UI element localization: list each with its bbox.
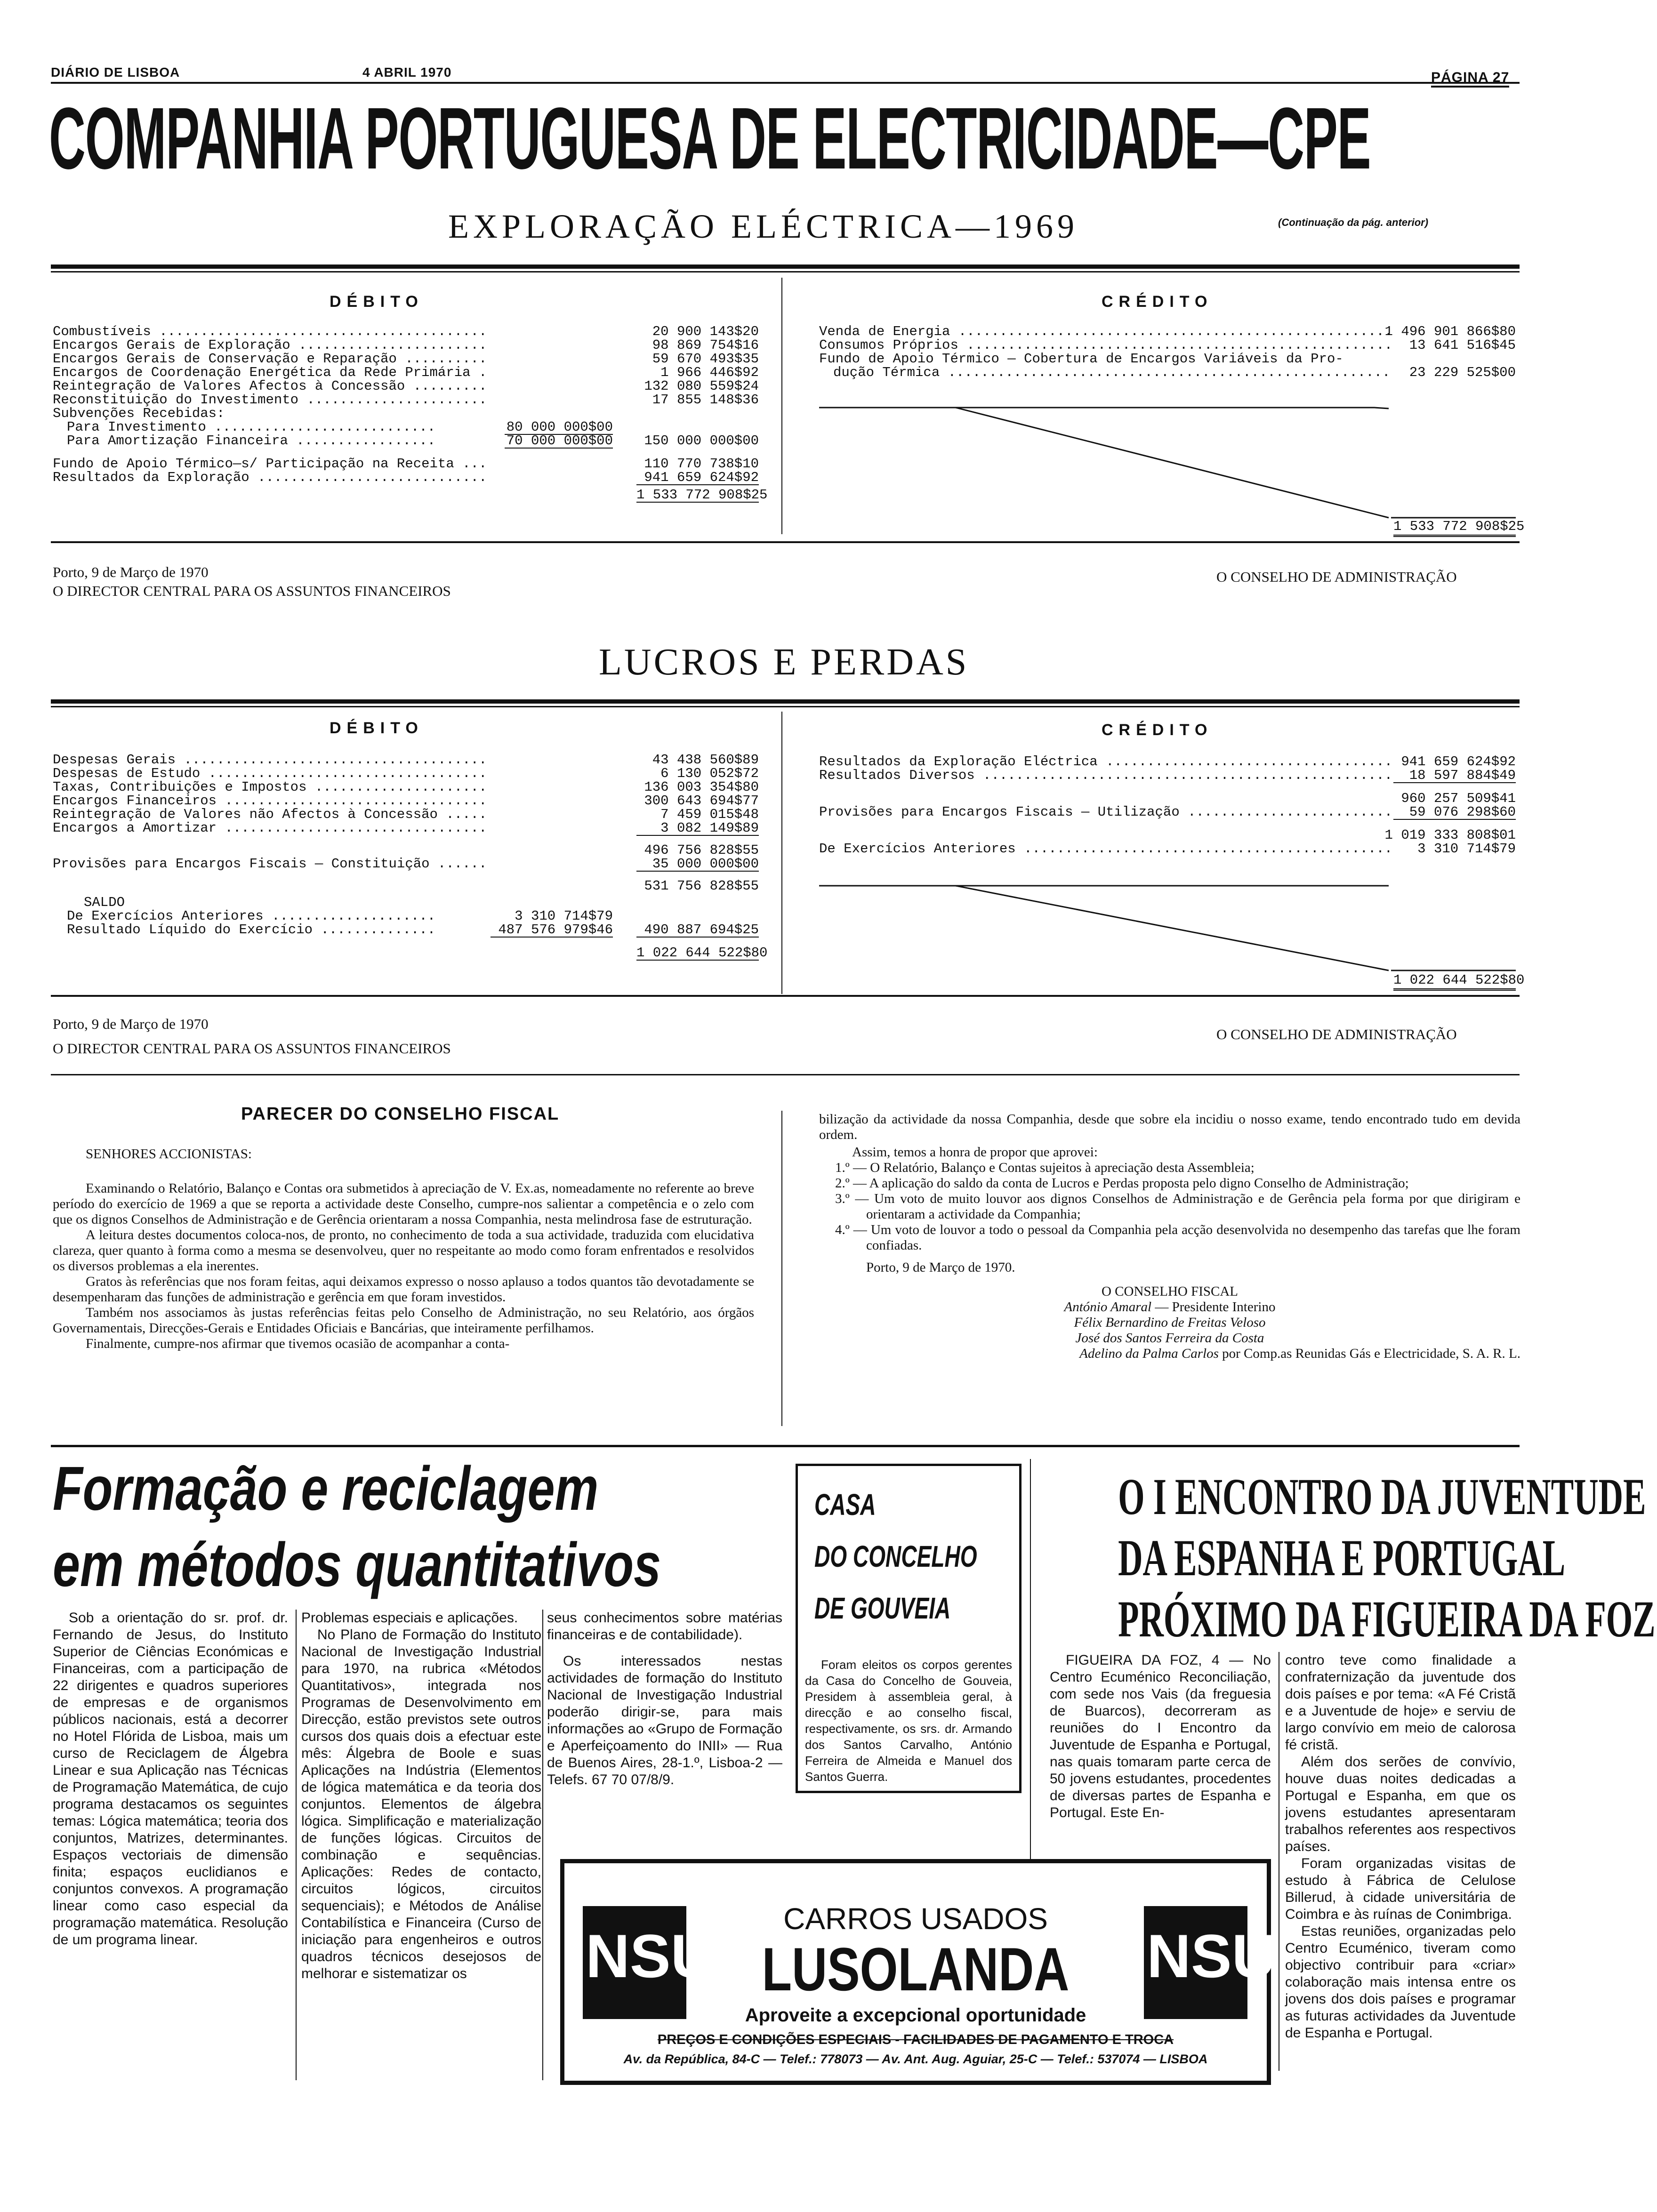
nsu-logo-left: NSU — [583, 1906, 686, 2019]
row-label: Encargos a Amortizar ..... — [53, 821, 486, 835]
row-amount: 6 130 052$72 — [660, 766, 759, 781]
row-amount: 7 459 015$48 — [660, 807, 759, 822]
ledger-row — [819, 792, 1516, 805]
row-amount: 941 659 624$92 — [1401, 754, 1516, 769]
row-label: Combustíveis ..... — [53, 325, 486, 338]
ledger-row — [819, 352, 1516, 366]
parecer-title: PARECER DO CONSELHO FISCAL — [241, 1104, 560, 1124]
subtotal: 531 756 828$55 — [644, 878, 759, 894]
ad-tagline: Aproveite a excepcional oportunidade — [745, 2005, 1086, 2026]
ledger-row — [53, 857, 759, 871]
table-top-rule — [51, 699, 1520, 704]
parecer-left-column — [53, 1146, 754, 1352]
casa-headline-2: DO CONCELHO — [814, 1539, 977, 1573]
row-label: Resultados da Exploração Eléctrica ..... — [819, 755, 1393, 769]
row-label: Reintegração de Valores Afectos à Concessão ..... — [53, 379, 486, 393]
row-amount: 18 597 884$49 — [1393, 769, 1516, 783]
row-label: Fundo de Apoio Térmico — Cobertura de Encargos Variáveis da Pro- — [819, 351, 1343, 367]
section-rule — [51, 1074, 1520, 1075]
row-label: Fundo de Apoio Térmico—s/ Participação na Receita ..... — [53, 457, 486, 471]
paragraph: contro teve como finalidade a confraternização da juventude dos dois países e por tema: «A Fé Cristã e a Juventude de hoje» e serviu de largo convívio em meio de calorosa fé cristã. — [1285, 1652, 1516, 1753]
paragraph: A leitura destes documentos coloca-nos, de pronto, no conhecimento de toda a sua actividade, traduzida com elucidativa clareza, quer quanto à forma como a mesma se desenvolveu, quer no respeitante ao modo como foram enfrentados e resolvidos os diversos problemas a ela inerentes. — [53, 1227, 754, 1274]
paragraph: Gratos às referências que nos foram feitas, aqui deixamos expresso o nosso aplauso a todos quantos tão devotadamente se desempenharam das funções de administração e gerência em que foram investidos. — [53, 1274, 754, 1305]
column-divider — [781, 278, 782, 534]
signoff: O CONSELHO FISCAL — [1101, 1284, 1239, 1299]
ledger-row — [819, 828, 1516, 842]
row-label: Encargos Gerais de Exploração ..... — [53, 338, 486, 352]
director-signature: O DIRECTOR CENTRAL PARA OS ASSUNTOS FINANCEIROS — [53, 1040, 451, 1057]
row-amount: 20 900 143$20 — [652, 324, 759, 339]
signature-line — [819, 1299, 1520, 1315]
list-item: 2.º — A aplicação do saldo da conta de Lucros e Perdas proposta pelo digno Conselho de Administração; — [835, 1176, 1409, 1191]
row-label: Despesas de Estudo ..... — [53, 767, 486, 780]
row-label: Resultado Líquido do Exercício ..... — [53, 923, 439, 937]
ad-brand: LUSOLANDA — [762, 1935, 1070, 2004]
formacao-col-3 — [547, 1610, 782, 1788]
row-amount: 59 076 298$60 — [1393, 805, 1516, 820]
credit-total: 1 022 644 522$80 — [1393, 972, 1525, 988]
ledger-row — [53, 767, 759, 780]
row-label: Resultados da Exploração ..... — [53, 471, 486, 484]
credit-heading: CRÉDITO — [1102, 293, 1213, 311]
place-date: Porto, 9 de Março de 1970 — [53, 1016, 209, 1032]
row-label: Para Amortização Financeira ..... — [53, 434, 439, 448]
ledger-row — [53, 821, 759, 835]
row-label: Provisões para Encargos Fiscais — Constituição ..... — [53, 857, 486, 871]
page-number: PÁGINA 27 — [1431, 70, 1509, 88]
casa-text — [805, 1657, 1012, 1785]
row-subamount: 487 576 979$46 — [491, 923, 613, 938]
paragraph: Foram eleitos os corpos gerentes da Casa do Concelho de Gouveia, Presidem à assembleia geral, à direcção e ao conselho fiscal, respectivamente, os srs. dr. Armando dos Santos Carvalho, António Ferreira de Almeida e Manuel dos Santos Guerra. — [805, 1658, 1012, 1784]
list-item: 1.º — O Relatório, Balanço e Contas sujeitos à apreciação desta Assembleia; — [835, 1160, 1255, 1175]
exploracao-debit — [53, 324, 768, 506]
row-label: Subvenções Recebidas: — [53, 406, 225, 421]
encontro-col-1 — [1050, 1652, 1271, 1821]
paragraph: Finalmente, cumpre-nos afirmar que tivemos ocasião de acompanhar a conta- — [86, 1336, 510, 1351]
ledger-total — [53, 945, 768, 964]
signatory-name: António Amaral — [1064, 1299, 1152, 1314]
table-top-rule-thin — [51, 706, 1520, 707]
signatory-role: por Comp.as Reunidas Gás e Electricidade, S. A. R. L. — [1222, 1346, 1520, 1361]
parecer-right-column — [819, 1112, 1520, 1362]
row-amount: 35 000 000$00 — [636, 857, 759, 872]
column-divider — [781, 712, 782, 994]
table-top-rule — [51, 264, 1520, 269]
subtotal: 960 257 509$41 — [1401, 791, 1516, 806]
paragraph: Os interessados nestas actividades de formação do Instituto Nacional de Investigação Industrial poderão dirigir-se, para mais informações ao «Grupo de Formação e Aperfeiçoamento do INII» — Rua de Buenos Aires, 28-1.º, Lisboa-2 — Telefs. 67 70 07/8/9. — [547, 1653, 782, 1787]
ledger-row — [53, 923, 759, 937]
row-amount: 59 670 493$35 — [652, 351, 759, 367]
salutation: SENHORES ACCIONISTAS: — [86, 1146, 252, 1162]
row-amount: 490 887 694$25 — [636, 923, 759, 938]
signatory-role: — Presidente Interino — [1155, 1299, 1276, 1314]
ledger-row — [53, 794, 759, 808]
section-title: LUCROS E PERDAS — [599, 641, 969, 683]
list-item: 4.º — Um voto de louvor a todo o pessoal da Companhia pela acção desenvolvida no desempenho das tarefas que lhe foram confiadas. — [835, 1222, 1520, 1253]
ad-terms: PREÇOS E CONDIÇÕES ESPECIAIS - FACILIDADES DE PAGAMENTO E TROCA — [657, 2032, 1174, 2047]
ledger-row — [819, 755, 1516, 769]
ledger-row — [53, 879, 759, 893]
total-underline — [1393, 988, 1516, 991]
ledger-row — [819, 805, 1516, 819]
row-amount: 150 000 000$00 — [644, 433, 759, 449]
row-label: Reintegração de Valores não Afectos à Concessão ..... — [53, 808, 486, 821]
paragraph: Examinando o Relatório, Balanço e Contas ora submetidos à apreciação de V. Ex.as, nomeadamente no referente ao breve período do exercício de 1969 a que se reporta a actividade deste Conselho, cumpre-nos salientar a competência e o zelo com que os dignos Conselhos de Administração e de Gerência orientaram a nossa Companhia, nesta melindrosa fase de estruturação. — [53, 1181, 754, 1227]
encontro-headline-3: PRÓXIMO DA FIGUEIRA DA FOZ — [1118, 1590, 1656, 1648]
paragraph: No Plano de Formação do Instituto Nacional de Investigação Industrial para 1970, na rubrica «Métodos Quantitativos», integrada nos Programas de Desenvolvimento em Direcção, estão previstos sete outros cursos dos quais dois a efectuar este mês: Álgebra de Boole e suas Aplicações na Indústria (Elementos de lógica matemática e da teoria dos conjuntos. Elementos de álgebra lógica. Simplificação e materialização de funções lógicas. Circuitos de combinação e sequências. Aplicações: Redes de contacto, circuitos lógicos, circuitos sequenciais); e Métodos de Análise Contabilística e Financeira (Curso de iniciação para engenheiros e outros quadros técnicos desejosos de melhorar e sistematizar os — [301, 1627, 541, 1981]
credit-total: 1 533 772 908$25 — [1393, 519, 1525, 534]
formacao-headline-1: Formação e reciclagem — [53, 1454, 599, 1523]
signatory-name: José dos Santos Ferreira da Costa — [1075, 1330, 1264, 1346]
ledger-row — [53, 420, 759, 434]
row-subamount: 80 000 000$00 — [505, 420, 613, 435]
ledger-row — [53, 366, 759, 379]
ledger-row — [53, 896, 759, 909]
row-label: Taxas, Contribuições e Impostos ..... — [53, 780, 486, 794]
lucros-credit — [819, 755, 1516, 856]
ledger-row — [53, 379, 759, 393]
paragraph: Foram organizadas visitas de estudo à Fábrica de Celulose Billerud, à cidade universitária de Coimbra e às ruínas de Conimbriga. — [1285, 1856, 1516, 1922]
lucros-debit — [53, 752, 768, 964]
list-item: 3.º — Um voto de muito louvor aos dignos Conselhos de Administração e de Gerência pela forma por que dirigiram e orientaram a actividade da Companhia; — [835, 1191, 1520, 1222]
column-divider — [296, 1610, 297, 2080]
debit-total: 1 022 644 522$80 — [636, 945, 768, 961]
row-amount: 3 082 149$89 — [636, 821, 759, 836]
section-rule — [51, 1445, 1520, 1447]
paragraph: FIGUEIRA DA FOZ, 4 — No Centro Ecuménico Reconciliação, com sede nos Vais (da freguesia de Buarcos), decorreram as reuniões do I Encontro da Juventude de Espanha e Portugal, nas quais tomaram parte cerca de 50 jovens estudantes, procedentes de diversas partes de Espanha e Portugal. Este En- — [1050, 1652, 1271, 1820]
encontro-col-2 — [1285, 1652, 1516, 2042]
ledger-row — [53, 780, 759, 794]
credit-heading: CRÉDITO — [1102, 721, 1213, 739]
ledger-row — [53, 808, 759, 821]
ledger-row — [819, 325, 1516, 338]
casa-headline-3: DE GOUVEIA — [814, 1591, 951, 1625]
table-bottom-rule — [51, 541, 1520, 543]
ledger-row — [53, 407, 759, 420]
director-signature: O DIRECTOR CENTRAL PARA OS ASSUNTOS FINANCEIROS — [53, 583, 451, 599]
ledger-row — [53, 457, 759, 471]
ledger-row — [53, 471, 759, 484]
ledger-row — [53, 338, 759, 352]
table-bottom-rule — [51, 995, 1520, 997]
row-subamount: 70 000 000$00 — [505, 434, 613, 449]
ledger-row — [53, 352, 759, 366]
exploracao-credit — [819, 325, 1516, 379]
continuation-note: (Continuação da pág. anterior) — [1278, 216, 1429, 228]
row-label: Para Investimento ..... — [53, 420, 439, 434]
saldo-label: SALDO — [84, 895, 125, 910]
row-amount: 132 080 559$24 — [644, 378, 759, 394]
issue-date: 4 ABRIL 1970 — [362, 65, 452, 80]
masthead-title: COMPANHIA PORTUGUESA DE ELECTRICIDADE—CPE — [49, 90, 1371, 187]
row-amount: 1 966 446$92 — [660, 365, 759, 380]
casa-headline-1: CASA — [814, 1488, 876, 1522]
row-label: Reconstituição do Investimento ..... — [53, 393, 486, 407]
paragraph: Além dos serões de convívio, houve duas noites dedicadas a Portugal e Espanha, em que os jovens estudantes apresentaram trabalhos referentes aos respectivos países. — [1285, 1754, 1516, 1854]
encontro-headline-1: O I ENCONTRO DA JUVENTUDE — [1118, 1468, 1646, 1525]
board-signature: O CONSELHO DE ADMINISTRAÇÃO — [1216, 1026, 1457, 1042]
paragraph: bilização da actividade da nossa Companhia, desde que sobre ela incidiu o nosso exame, tendo encontrado tudo em devida ordem. — [819, 1112, 1520, 1142]
ledger-row — [53, 843, 759, 857]
subtotal: 496 756 828$55 — [644, 842, 759, 858]
debit-heading: DÉBITO — [330, 719, 424, 737]
row-label: Provisões para Encargos Fiscais — Utilização ..... — [819, 805, 1393, 819]
subtotal: 1 019 333 808$01 — [1384, 827, 1516, 843]
debit-total: 1 533 772 908$25 — [636, 487, 768, 503]
row-amount: 136 003 354$80 — [644, 779, 759, 795]
row-label: Resultados Diversos ..... — [819, 769, 1393, 782]
row-amount: 1 496 901 866$80 — [1384, 324, 1516, 339]
row-amount: 43 438 560$89 — [652, 752, 759, 768]
nsu-logo-right: NSU — [1144, 1906, 1247, 2019]
ledger-row — [53, 325, 759, 338]
row-amount: 3 310 714$79 — [1417, 841, 1516, 857]
table-top-rule-thin — [51, 271, 1520, 272]
ledger-row — [53, 753, 759, 767]
column-divider — [542, 1610, 543, 2080]
ledger-row — [53, 434, 759, 448]
signatory-name: Adelino da Palma Carlos — [1079, 1346, 1219, 1361]
row-label: Encargos Financeiros ..... — [53, 794, 486, 808]
credit-fill-line — [819, 377, 1525, 537]
paragraph: Problemas especiais e aplicações. — [301, 1610, 518, 1626]
formacao-col-2 — [301, 1610, 541, 1982]
row-label: De Exercícios Anteriores ..... — [819, 842, 1393, 856]
encontro-headline-2: DA ESPANHA E PORTUGAL — [1118, 1529, 1566, 1587]
row-amount: 23 229 525$00 — [1409, 365, 1516, 380]
paragraph: Sob a orientação do sr. prof. dr. Fernando de Jesus, do Instituto Superior de Ciências Económicas e Financeiras, com a participação de 22 dirigentes e quadros superiores de empresas e de organismos públicos nacionais, está a decorrer no Hotel Flórida de Lisboa, mais um curso de Reciclagem de Álgebra Linear e sua Aplicação nas Técnicas de Programação Matemática, de cujo programa destacamos os seguintes temas: Lógica matemática; teoria dos conjuntos, Matrizes, determinantes. Espaços vectoriais de dimensão finita; espaços euclidianos e conjuntos convexos. A programação linear como caso especial da programação matemática. Resolução de um programa linear. — [53, 1610, 288, 1948]
row-label: Venda de Energia ..... — [819, 325, 1393, 338]
row-amount: 17 855 148$36 — [652, 392, 759, 408]
row-label: Consumos Próprios ..... — [819, 338, 1393, 352]
signature-line — [819, 1346, 1520, 1362]
debit-heading: DÉBITO — [330, 293, 424, 311]
row-amount: 300 643 694$77 — [644, 793, 759, 809]
header-rule — [51, 82, 1520, 84]
ledger-row — [53, 909, 759, 923]
row-label: Encargos de Coordenação Energética da Rede Primária ..... — [53, 366, 486, 379]
paragraph: seus conhecimentos sobre matérias financeiras e de contabilidade). — [547, 1610, 782, 1643]
ad-top-line: CARROS USADOS — [783, 1902, 1048, 1936]
board-signature: O CONSELHO DE ADMINISTRAÇÃO — [1216, 569, 1457, 585]
row-amount: 98 869 754$16 — [652, 337, 759, 353]
ledger-row — [819, 769, 1516, 782]
column-divider — [781, 1111, 782, 1426]
row-label: Encargos Gerais de Conservação e Reparação ..... — [53, 352, 486, 366]
parecer-date: Porto, 9 de Março de 1970. — [866, 1260, 1015, 1275]
ad-address: Av. da República, 84-C — Telef.: 778073 — Av. Ant. Aug. Aguiar, 25-C — Telef.: 537074 — LISBOA — [623, 2052, 1208, 2066]
ledger-row — [53, 393, 759, 407]
row-subamount: 3 310 714$79 — [515, 908, 613, 924]
ledger-row — [819, 842, 1516, 856]
formacao-col-1 — [53, 1610, 288, 1948]
formacao-headline-2: em métodos quantitativos — [53, 1530, 661, 1599]
signatory-name: Félix Bernardino de Freitas Veloso — [1074, 1315, 1266, 1330]
row-label: dução Térmica ..... — [819, 366, 1393, 379]
row-label: Despesas Gerais ..... — [53, 753, 486, 767]
ledger-row — [819, 338, 1516, 352]
paragraph: Também nos associamos às justas referências feitas pelo Conselho de Administração, no seu Relatório, aos órgãos Governamentais, Direcções-Gerais e Entidades Oficiais e Bancárias, que inteiramente perfilhamos. — [53, 1305, 754, 1336]
place-date: Porto, 9 de Março de 1970 — [53, 564, 209, 580]
paragraph: Assim, temos a honra de propor que aprovei: — [852, 1145, 1098, 1160]
row-amount: 13 641 516$45 — [1409, 337, 1516, 353]
ledger-total — [53, 487, 768, 506]
paragraph: Estas reuniões, organizadas pelo Centro Ecuménico, tiveram como objectivo contribuir para «criar» colaboração mais intensa entre os jovens dos dois países e programar as futuras actividades da Juventude de Espanha e Portugal. — [1285, 1923, 1516, 2041]
row-amount: 110 770 738$10 — [644, 456, 759, 472]
row-amount: 941 659 624$92 — [636, 471, 759, 485]
total-underline — [1393, 535, 1516, 537]
row-label: De Exercícios Anteriores ..... — [53, 909, 439, 923]
masthead-subtitle: EXPLORAÇÃO ELÉCTRICA—1969 — [448, 208, 1078, 245]
newspaper-name: DIÁRIO DE LISBOA — [51, 65, 180, 80]
